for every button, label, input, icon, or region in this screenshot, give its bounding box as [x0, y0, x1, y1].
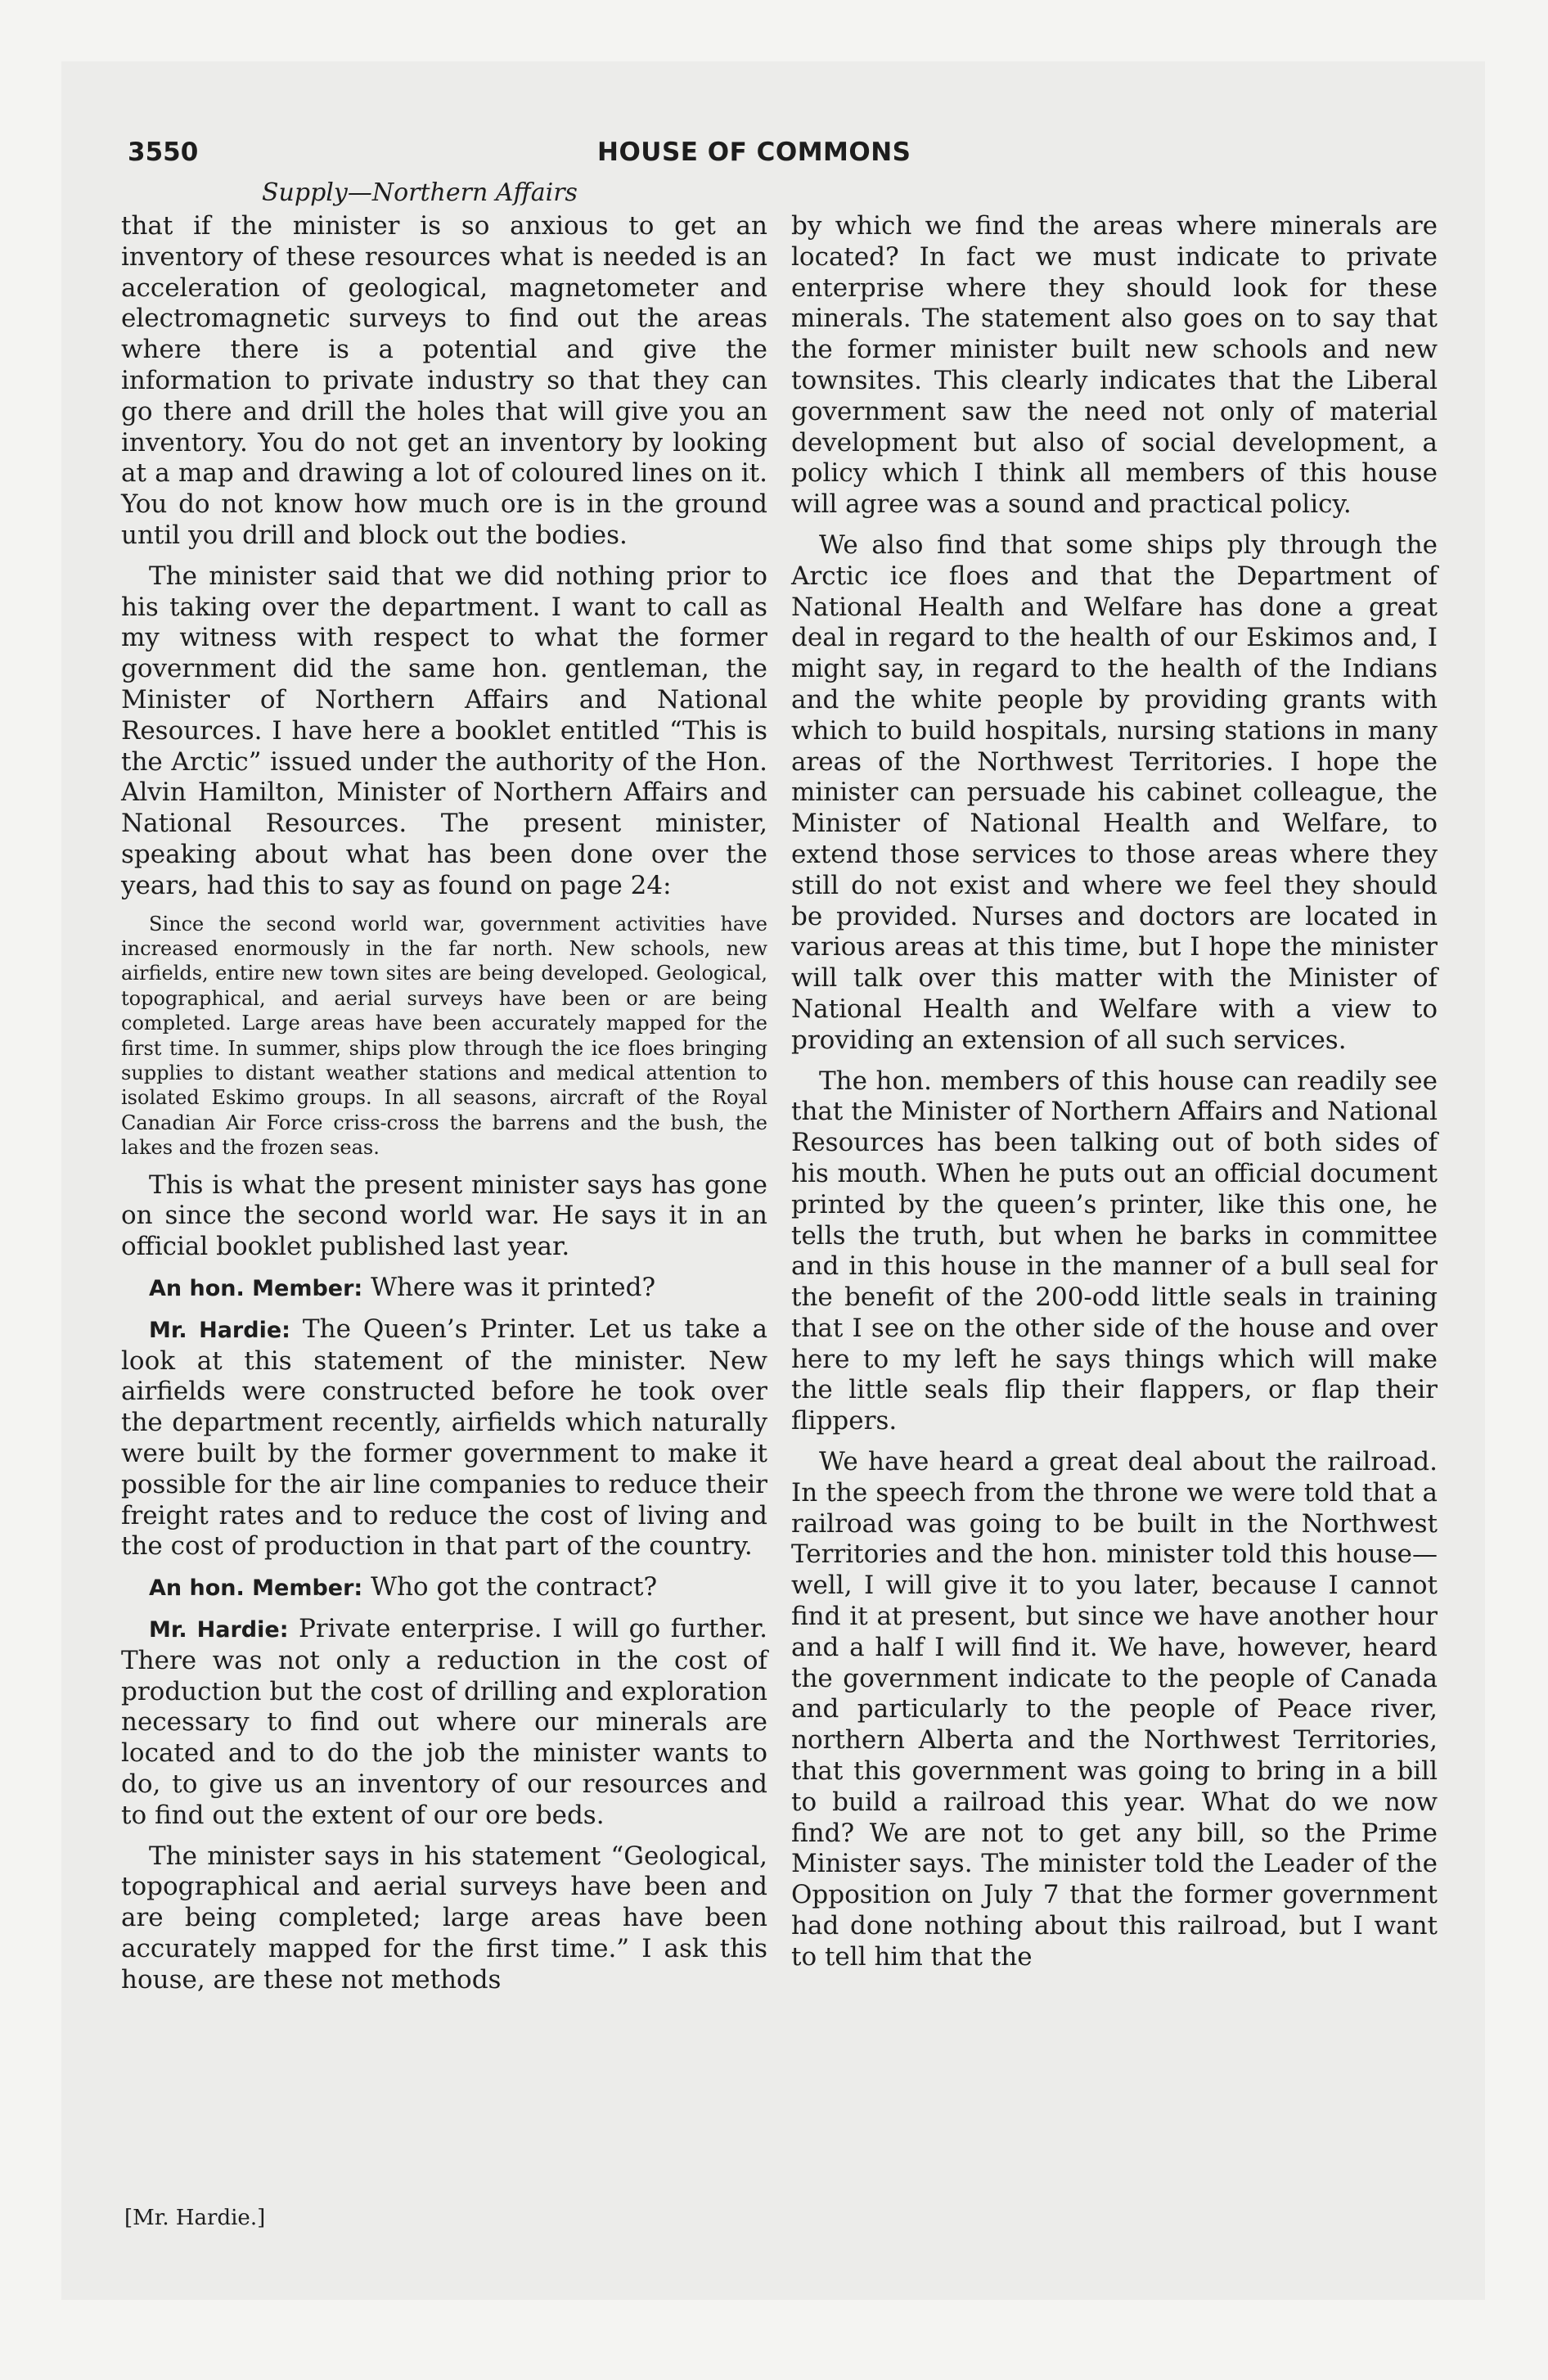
speech-text: Private enterprise. I will go further. There was not only a reduction in the cost of production but the cost of drilling and exploration necessary to find out where our minerals are located and to do the job the minister wants to do, to give us an inventory of our resources and to find out the extent of our ore beds. — [121, 1613, 767, 1830]
speech-paragraph — [121, 1314, 767, 1562]
speaker-label: An hon. Member: — [149, 1575, 363, 1602]
page-number: 3550 — [128, 137, 199, 167]
speaker-label: An hon. Member: — [149, 1275, 363, 1301]
speaker-label: Mr. Hardie: — [149, 1616, 289, 1643]
paragraph: that if the minister is so anxious to get an inventory of these resources what is needed is an acceleration of geological, magnetometer and electromagnetic surveys to find out the areas where there is a potential and give the information to private industry so that they can go there and drill the holes that will give you an inventory. You do not get an inventory by looking at a map and drawing a lot of coloured lines on it. You do not know how much ore is in the ground until you drill and block out the bodies. — [121, 211, 767, 550]
paragraph: This is what the present minister says has gone on since the second world war. He says it in an official booklet published last year. — [121, 1170, 767, 1262]
paragraph: The hon. members of this house can readily see that the Minister of Northern Affairs and National Resources has been talking out of both sides of his mouth. When he puts out an official document printed by the queen’s printer, like this one, he tells the truth, but when he barks in committee and in this house in the manner of a bull seal for the benefit of the 200-odd little seals in training that I see on the other side of the house and over here to my left he says things which will make the little seals flip their flappers, or flap their flippers. — [791, 1066, 1438, 1436]
speech-text: The Queen’s Printer. Let us take a look at this statement of the minister. New airfields were constructed before he took over the department recently, airfields which naturally were built by the former government to make it possible for the air line companies to reduce their freight rates and to reduce the cost of living and the cost of production in that part of the country. — [121, 1314, 767, 1562]
speaker-footer-tag: [Mr. Hardie.] — [124, 2206, 266, 2230]
paragraph: The minister says in his statement “Geological, topographical and aerial surveys have been and are being completed; large areas have been accurately mapped for the first time.” I ask this house, are these not methods — [121, 1841, 767, 1995]
paragraph: by which we find the areas where minerals are located? In fact we must indicate to private enterprise where they should look for these minerals. The statement also goes on to say that the former minister built new schools and new townsites. This clearly indicates that the Liberal government saw the need not only of material development but also of social development, a policy which I think all members of this house will agree was a sound and practical policy. — [791, 211, 1438, 520]
speech-paragraph — [121, 1273, 767, 1305]
left-column — [121, 211, 767, 2006]
section-subhead: Supply—Northern Affairs — [262, 178, 578, 207]
speech-text: Who got the contract? — [371, 1572, 658, 1602]
paragraph: We also find that some ships ply through the Arctic ice floes and that the Department of National Health and Welfare has done a great deal in regard to the health of our Eskimos and, I might say, in regard to the health of the Indians and the white people by providing grants with which to build hospitals, nursing stations in many areas of the Northwest Territories. I hope the minister can persuade his cabinet colleague, the Minister of National Health and Welfare, to extend those services to those areas where they still do not exist and where we feel they should be provided. Nurses and doctors are located in various areas at this time, but I hope the minister will talk over this matter with the Minister of National Health and Welfare with a view to providing an extension of all such services. — [791, 530, 1438, 1055]
running-head: HOUSE OF COMMONS — [597, 137, 911, 167]
right-column — [791, 211, 1438, 1983]
paragraph: We have heard a great deal about the railroad. In the speech from the throne we were told that a railroad was going to be built in the Northwest Territories and the hon. minister told this house—well, I will give it to you later, because I cannot find it at present, but since we have another hour and a half I will find it. We have, however, heard the government indicate to the people of Canada and particularly to the people of Peace river, northern Alberta and the Northwest Territories, that this government was going to bring in a bill to build a railroad this year. What do we now find? We are not to get any bill, so the Prime Minister says. The minister told the Leader of the Opposition on July 7 that the former government had done nothing about this railroad, but I want to tell him that the — [791, 1447, 1438, 1972]
paragraph: The minister said that we did nothing prior to his taking over the department. I want to call as my witness with respect to what the former government did the same hon. gentleman, the Minister of Northern Affairs and National Resources. I have here a booklet entitled “This is the Arctic” issued under the authority of the Hon. Alvin Hamilton, Minister of Northern Affairs and National Resources. The present minister, speaking about what has been done over the years, had this to say as found on page 24: — [121, 561, 767, 900]
block-quote: Since the second world war, government activities have increased enormously in the far north. New schools, new airfields, entire new town sites are being developed. Geological, topographical, and aerial surveys have been or are being completed. Large areas have been accurately mapped for the first time. In summer, ships plow through the ice floes bringing supplies to distant weather stations and medical attention to isolated Eskimo groups. In all seasons, aircraft of the Royal Canadian Air Force criss-cross the barrens and the bush, the lakes and the frozen seas. — [121, 912, 767, 1160]
speaker-label: Mr. Hardie: — [149, 1317, 290, 1343]
speech-text: Where was it printed? — [371, 1272, 656, 1302]
speech-paragraph — [121, 1614, 767, 1832]
speech-paragraph — [121, 1572, 767, 1604]
